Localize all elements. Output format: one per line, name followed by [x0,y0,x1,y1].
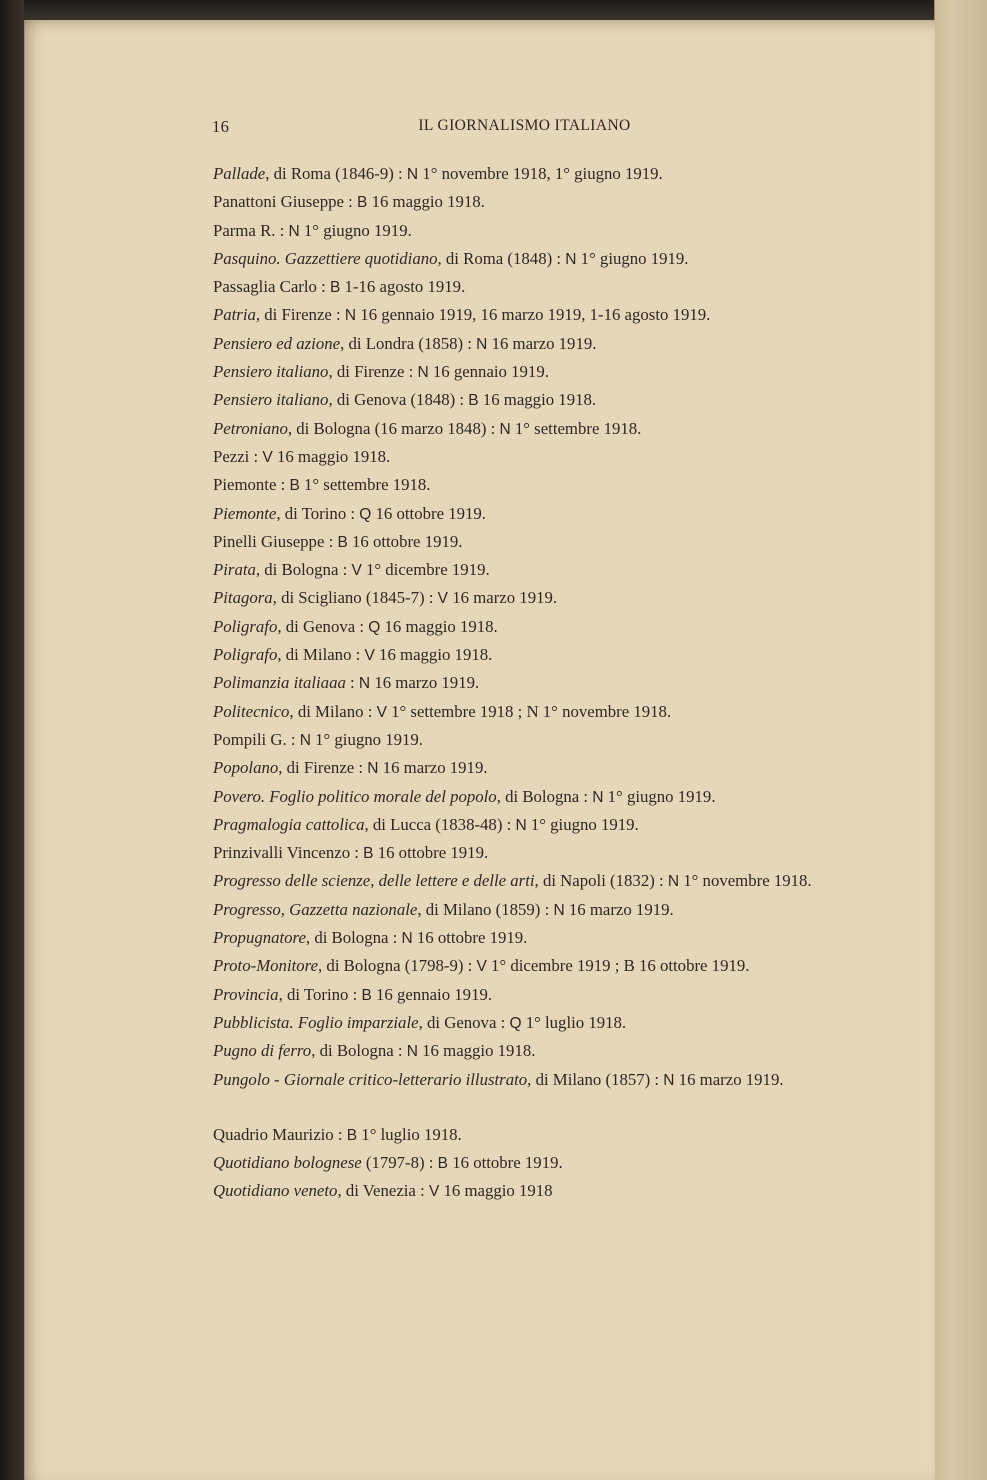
entry-title: Proto-Monitore [213,956,319,976]
entry-library-code: N [499,420,511,438]
entry-dates: 1° giugno 1919. [576,248,689,268]
entry-dates: 16 maggio 1918. [272,446,391,466]
entry-name: Panattoni Giuseppe : [213,192,358,212]
index-entry [213,783,838,811]
entry-title: Quotidiano bolognese [213,1153,362,1173]
index-entry [213,1066,838,1094]
entry-title: Pasquino. Gazzettiere quotidiano [213,248,438,268]
index-entry [213,1121,838,1149]
entry-dates: 16 ottobre 1919. [347,531,463,551]
entry-place: , di Firenze : [328,362,418,382]
entry-dates: 16 maggio 1918. [380,616,498,636]
entry-dates: 16 marzo 1919. [378,758,488,778]
index-entry [213,160,838,188]
entry-library-code: N [417,364,429,382]
entry-dates: 1° dicembre 1919. [361,560,490,580]
entry-library-code: B [289,477,300,495]
entry-library-code: B [437,1155,449,1173]
entry-name: Prinzivalli Vincenzo : [213,843,364,863]
entry-place: (1797-8) : [361,1153,438,1173]
entry-library-code: B [363,845,374,863]
entry-dates: 1° novembre 1918. [679,871,812,891]
entry-title: Politecnico [213,701,290,721]
entry-dates: 1° luglio 1918. [521,1012,627,1032]
entry-library-code: Q [368,618,381,636]
entry-library-code: N [476,335,488,353]
entry-library-code: B [346,1126,358,1144]
page-number: 16 [212,117,230,136]
entry-library-code: V [364,647,375,665]
index-entries [213,160,838,1206]
entry-library-code: B [357,194,368,212]
entry-place: , di Roma (1848) : [437,248,566,268]
index-entry [213,500,838,528]
entry-name: Quadrio Maurizio : [213,1124,347,1144]
entry-title: Piemonte [213,503,277,523]
entry-library-code: Q [359,505,372,523]
index-entry [213,613,838,641]
index-entry [213,867,838,895]
entry-library-code: V [476,958,487,976]
entry-dates: 1° giugno 1919. [310,729,423,749]
index-entry [213,981,838,1009]
entry-place: , di Milano (1857) : [527,1069,664,1089]
entry-title: Pallade [213,164,266,183]
index-entry [213,952,838,980]
index-entry [213,528,838,556]
index-entry [213,754,838,782]
entry-title: Pensiero italiano [213,362,329,382]
index-entry [213,811,838,839]
entry-place: , di Genova : [418,1012,510,1032]
index-entry [213,386,838,414]
entry-title: Pensiero italiano [213,390,329,410]
entry-name: Piemonte : [213,475,290,495]
entry-library-code: N [667,873,680,891]
entry-place: , di Roma (1846-9) : [265,164,407,183]
page-header [212,117,837,147]
entry-library-code: B [361,986,372,1004]
entry-place: , di Firenze : [255,305,345,325]
entry-dates: 1° giugno 1919. [299,220,412,240]
entry-dates: 1-16 agosto 1919. [340,277,466,297]
entry-place: , di Torino : [278,984,362,1004]
entry-dates: 16 marzo 1919. [674,1069,784,1089]
index-entry [213,358,838,386]
entry-name: Parma R. : [213,220,289,240]
index-entry [213,839,838,867]
scan-left-border [0,0,24,1480]
next-page-edge [934,0,987,1480]
entry-library-code: N [299,731,311,749]
entry-dates: 16 maggio 1918. [478,390,597,410]
entry-title: Pensiero ed azione [213,333,341,353]
entry-title: Popolano [213,758,279,778]
entry-library-code: N [401,930,413,948]
entry-library-code: N [406,1043,418,1061]
entry-library-code: V [262,448,273,466]
scan-top-border [0,0,987,20]
entry-place: , di Torino : [276,503,360,523]
index-entry [213,415,838,443]
entry-dates: 16 ottobre 1919. [371,503,486,523]
entry-library-code: B [337,533,348,551]
index-entry [213,245,838,273]
index-entry [213,1009,838,1037]
entry-title: Pugno di ferro [213,1041,312,1061]
entry-place: , di Bologna : [305,928,402,948]
entry-title: Pungolo - Giornale critico-letterario illustrato [213,1069,528,1089]
entry-title: Petroniano [213,418,288,438]
entry-library-code: N [358,675,371,693]
entry-name: Pinelli Giuseppe : [213,531,338,551]
index-entry [213,1037,838,1065]
index-entry [213,330,838,358]
entry-library-code: N [515,816,527,834]
entry-library-code: N [406,166,419,183]
entry-library-code: N [344,307,357,325]
entry-library-code: V [351,562,362,580]
entry-library-code: N [565,250,577,268]
index-entry [213,669,838,697]
entry-place: , di Bologna : [255,560,352,580]
entry-dates: 1° settembre 1918. [299,475,431,495]
index-entry [213,443,838,471]
entry-title: Pubblicista. Foglio imparziale [213,1012,419,1032]
entry-place: , di Bologna (16 marzo 1848) : [287,418,500,438]
entry-library-code: V [376,703,387,721]
entry-library-code: N [367,760,379,778]
entry-dates: 16 maggio 1918. [417,1041,536,1061]
entry-place: , di Milano : [277,645,365,665]
entry-dates: 16 marzo 1919. [448,588,558,608]
entry-dates: 16 maggio 1918. [374,645,493,665]
index-entry [213,188,838,216]
entry-dates: 1° settembre 1918 ; N 1° novembre 1918. [386,701,672,721]
entry-name: Passaglia Carlo : [213,277,330,297]
entry-name: Pompili G. : [213,729,300,749]
entry-title: Quotidiano veneto [213,1181,338,1201]
entry-title: Povero. Foglio politico morale del popolo [213,786,497,806]
entry-title: Propugnatore [213,928,306,948]
entry-place: , di Scigliano (1845-7) : [272,588,438,608]
entry-dates: 16 maggio 1918 [439,1181,553,1201]
entry-place: , di Lucca (1838-48) : [364,814,516,834]
entry-place: : [345,673,359,693]
entry-dates: 1° novembre 1918, 1° giugno 1919. [418,164,663,183]
entry-place: , di Genova : [277,616,369,636]
entry-name: Pezzi : [213,446,263,466]
entry-dates: 16 maggio 1918. [367,192,485,212]
index-entry [213,1149,838,1177]
running-title: IL GIORNALISMO ITALIANO [418,117,631,134]
entry-title: Patria [213,305,256,325]
entry-dates: 16 gennaio 1919, 16 marzo 1919, 1-16 agosto 1919. [356,305,711,325]
entry-dates: 16 marzo 1919. [487,333,597,353]
entry-dates: 1° giugno 1919. [526,814,639,834]
entry-place: , di Genova (1848) : [328,390,469,410]
index-entry [213,726,838,754]
entry-place: , di Londra (1858) : [340,333,477,353]
entry-title: Polimanzia italiaaa [213,673,346,693]
entry-title: Pragmalogia cattolica [213,814,365,834]
entry-place: , di Milano : [289,701,377,721]
entry-dates: 16 gennaio 1919. [371,984,493,1004]
index-entry [213,273,838,301]
entry-title: Poligrafo [213,645,278,665]
entry-place: , di Firenze : [278,758,368,778]
entry-title: Pitagora [213,588,273,608]
entry-title: Pirata [213,560,256,580]
entry-library-code: B [468,392,479,410]
entry-dates: 16 ottobre 1919. [448,1153,563,1173]
entry-place: , di Venezia : [337,1181,429,1201]
entry-dates: 1° luglio 1918. [357,1124,462,1144]
entry-library-code: N [553,901,565,919]
index-entry [213,896,838,924]
entry-title: Progresso, Gazzetta nazionale [213,899,418,919]
entry-dates: 16 marzo 1919. [370,673,480,693]
index-entry [213,301,838,329]
entry-library-code: V [437,590,449,608]
entry-place: , di Milano (1859) : [417,899,554,919]
entry-place: , di Bologna : [311,1041,407,1061]
entry-dates: 1° settembre 1918. [510,418,642,438]
index-entry [213,641,838,669]
index-entry [213,217,838,245]
entry-place: , di Bologna (1798-9) : [318,956,477,976]
entry-title: Provincia [213,984,279,1004]
entry-library-code: V [428,1183,440,1201]
entry-dates: 1° dicembre 1919 ; B 16 ottobre 1919. [486,956,750,976]
index-entry [213,471,838,499]
entry-place: , di Napoli (1832) : [534,871,668,891]
entry-dates: 1° giugno 1919. [603,786,716,806]
entry-dates: 16 gennaio 1919. [428,362,549,382]
entry-dates: 16 ottobre 1919. [412,928,528,948]
entry-library-code: Q [509,1014,522,1032]
entry-library-code: N [663,1071,675,1089]
entry-library-code: N [288,222,300,240]
entry-dates: 16 ottobre 1919. [373,843,489,863]
index-entry [213,924,838,952]
index-entry [213,584,838,612]
entry-library-code: B [330,279,341,297]
entry-place: , di Bologna : [496,786,593,806]
entry-library-code: N [592,788,604,806]
entry-title: Progresso delle scienze, delle lettere e delle arti [213,871,535,891]
entry-dates: 16 marzo 1919. [564,899,674,919]
entry-title: Poligrafo [213,616,278,636]
index-entry [213,698,838,726]
index-entry [213,556,838,584]
index-entry [213,1177,838,1205]
